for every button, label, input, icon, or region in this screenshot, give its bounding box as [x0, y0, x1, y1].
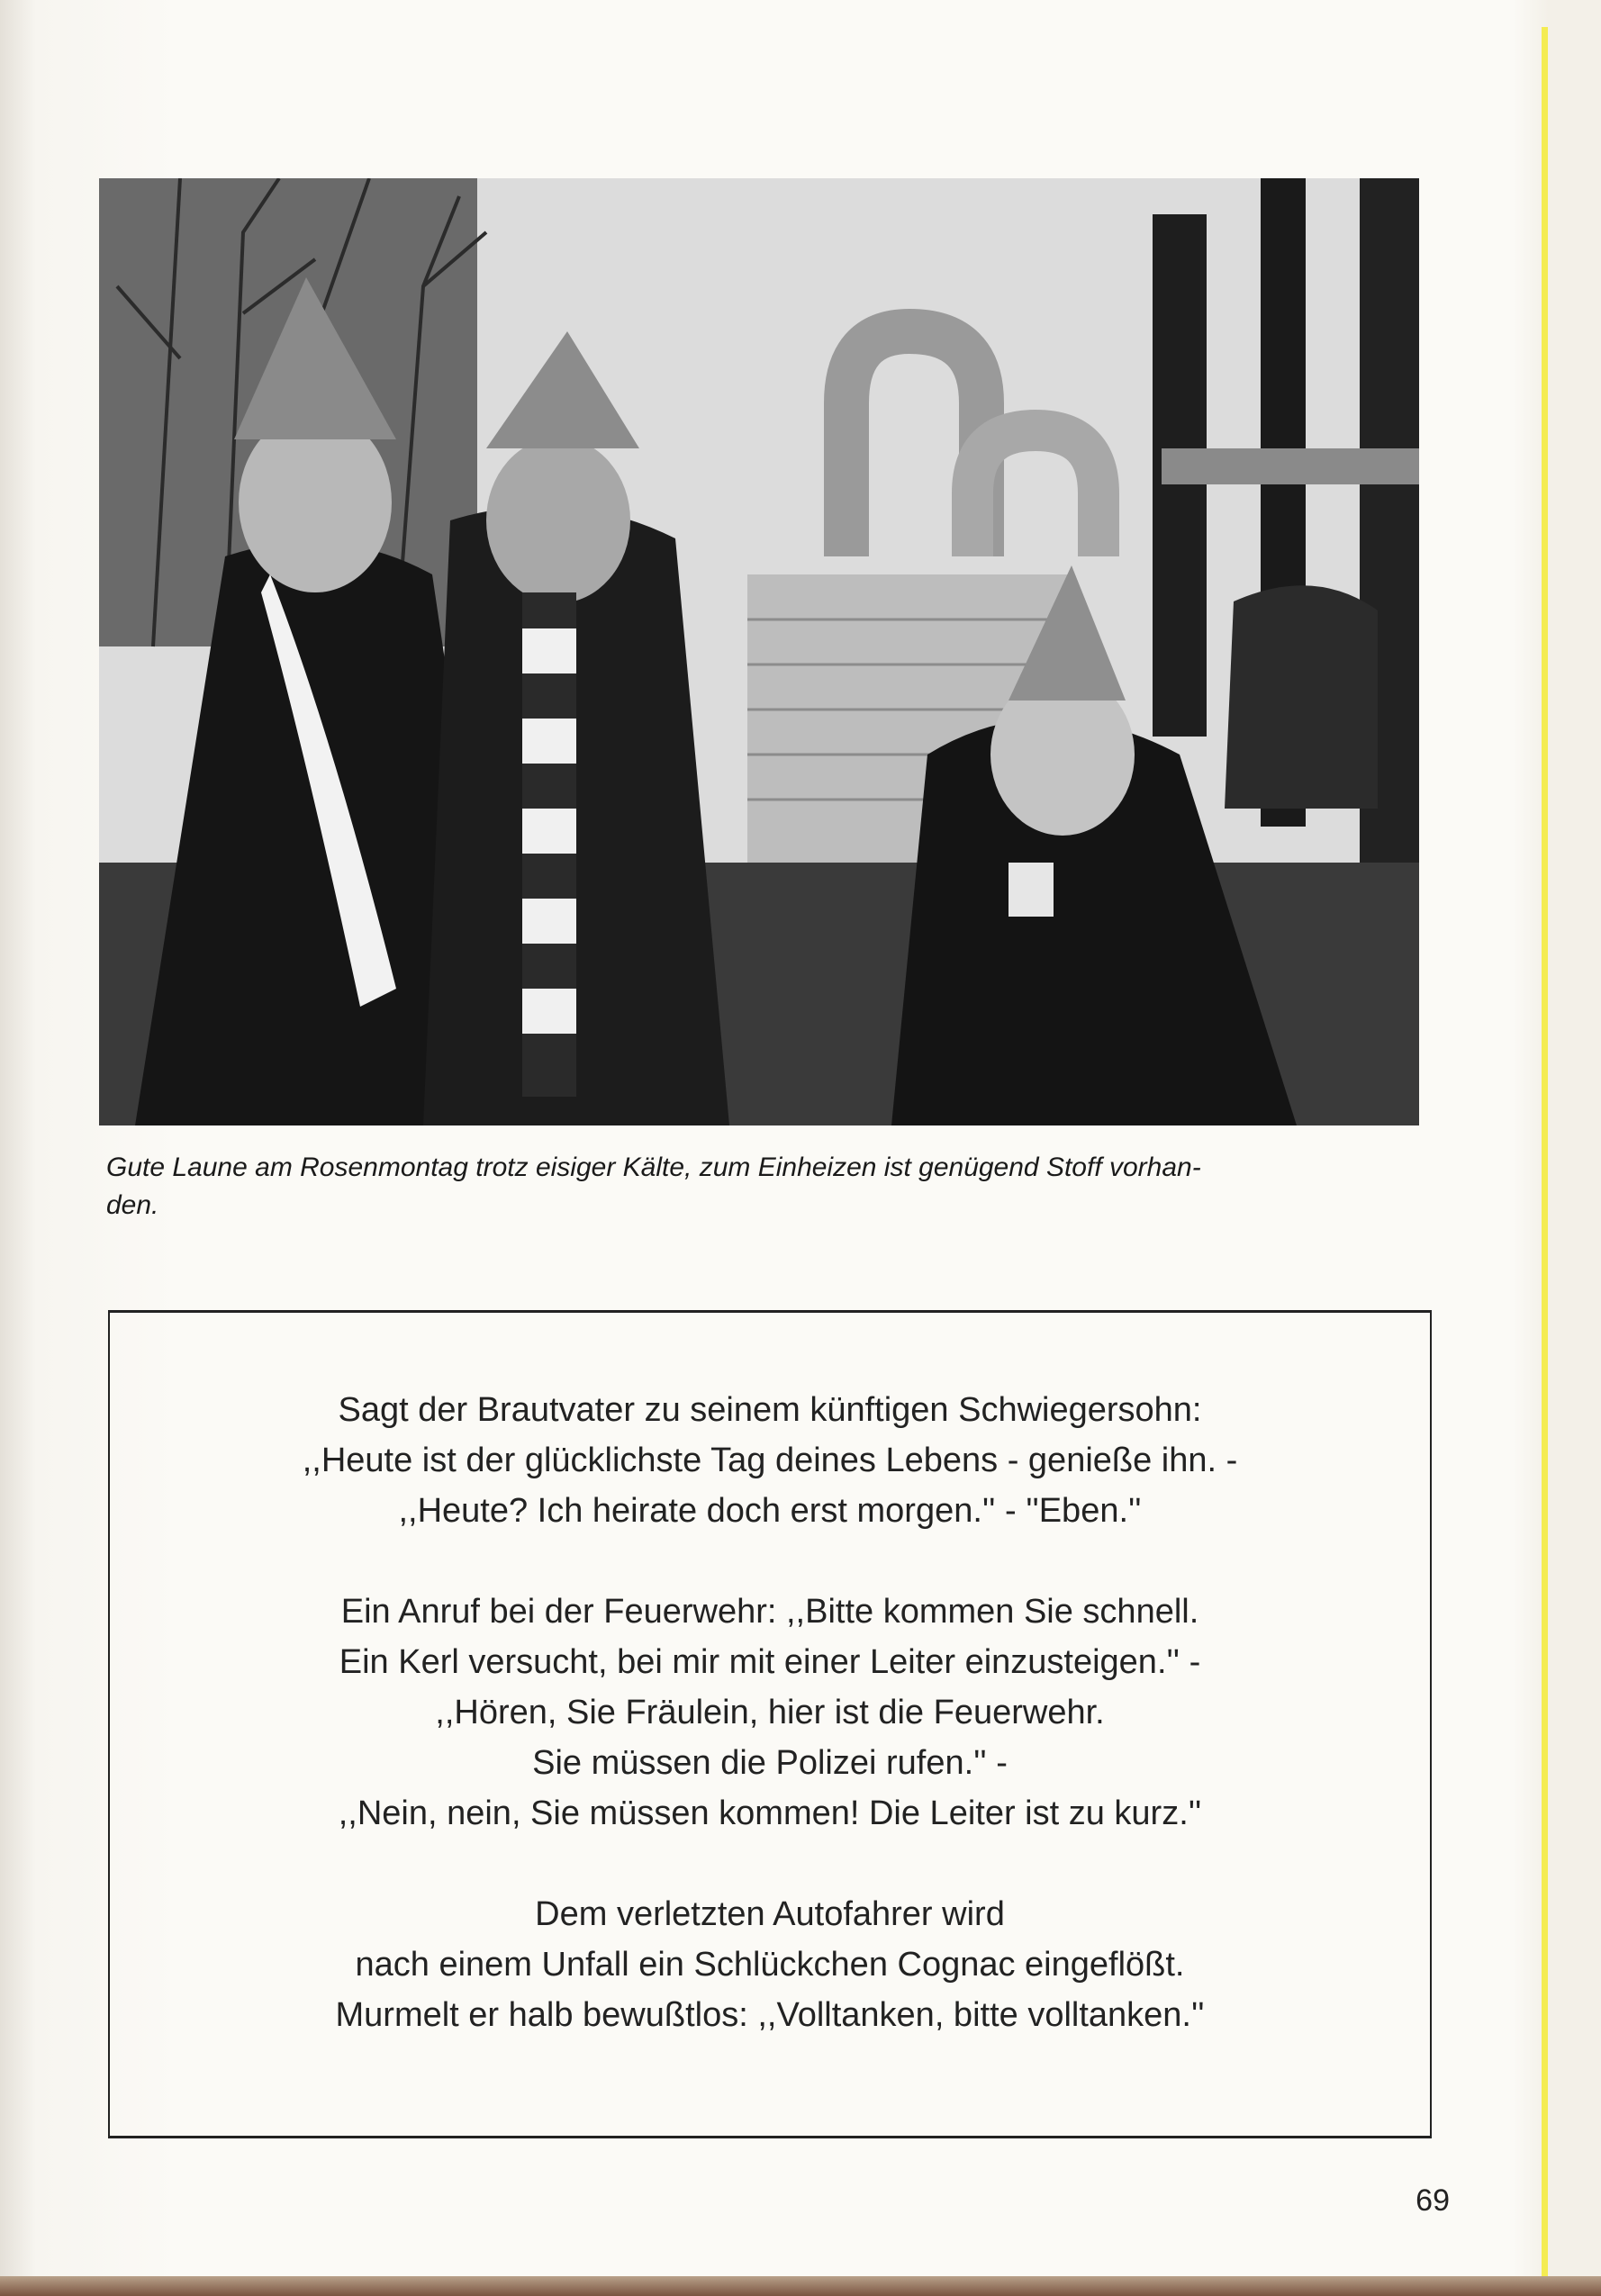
joke-1-line-2: ,,Heute ist der glücklichste Tag deines Lebens - genieße ihn. - [302, 1442, 1238, 1479]
joke-2-line-2: Ein Kerl versucht, bei mir mit einer Leiter einzusteigen.'' - [339, 1643, 1201, 1681]
joke-3-line-2: nach einem Unfall ein Schlückchen Cognac eingeflößt. [355, 1946, 1185, 1984]
joke-2-line-1: Ein Anruf bei der Feuerwehr: ,,Bitte kommen Sie schnell. [340, 1593, 1199, 1631]
jokes-box [108, 1310, 1432, 2138]
joke-2-line-3: ,,Hören, Sie Fräulein, hier ist die Feuerwehr. [435, 1694, 1105, 1731]
jokes-text [110, 1385, 1430, 2040]
joke-3-line-1: Dem verletzten Autofahrer wird [535, 1895, 1005, 1933]
joke-3-line-3: Murmelt er halb bewußtlos: ,,Volltanken, bitte volltanken.'' [335, 1996, 1205, 2034]
joke-1-line-1: Sagt der Brautvater zu seinem künftigen Schwiegersohn: [338, 1391, 1202, 1429]
carnival-photo [99, 178, 1419, 1125]
joke-2-line-4: Sie müssen die Polizei rufen.'' - [532, 1744, 1008, 1782]
photo-caption [106, 1149, 1439, 1225]
page-bottom-edge [0, 2276, 1601, 2296]
page-number: 69 [1416, 2183, 1450, 2218]
caption-line-1: Gute Laune am Rosenmontag trotz eisiger Kälte, zum Einheizen ist genügend Stoff vorhan- [106, 1153, 1201, 1182]
joke-2-line-5: ,,Nein, nein, Sie müssen kommen! Die Leiter ist zu kurz.'' [338, 1794, 1202, 1832]
joke-1-line-3: ,,Heute? Ich heirate doch erst morgen.'' - ''Eben.'' [398, 1492, 1142, 1530]
page-edge-strip [1542, 27, 1548, 2278]
caption-line-2: den. [106, 1190, 159, 1220]
